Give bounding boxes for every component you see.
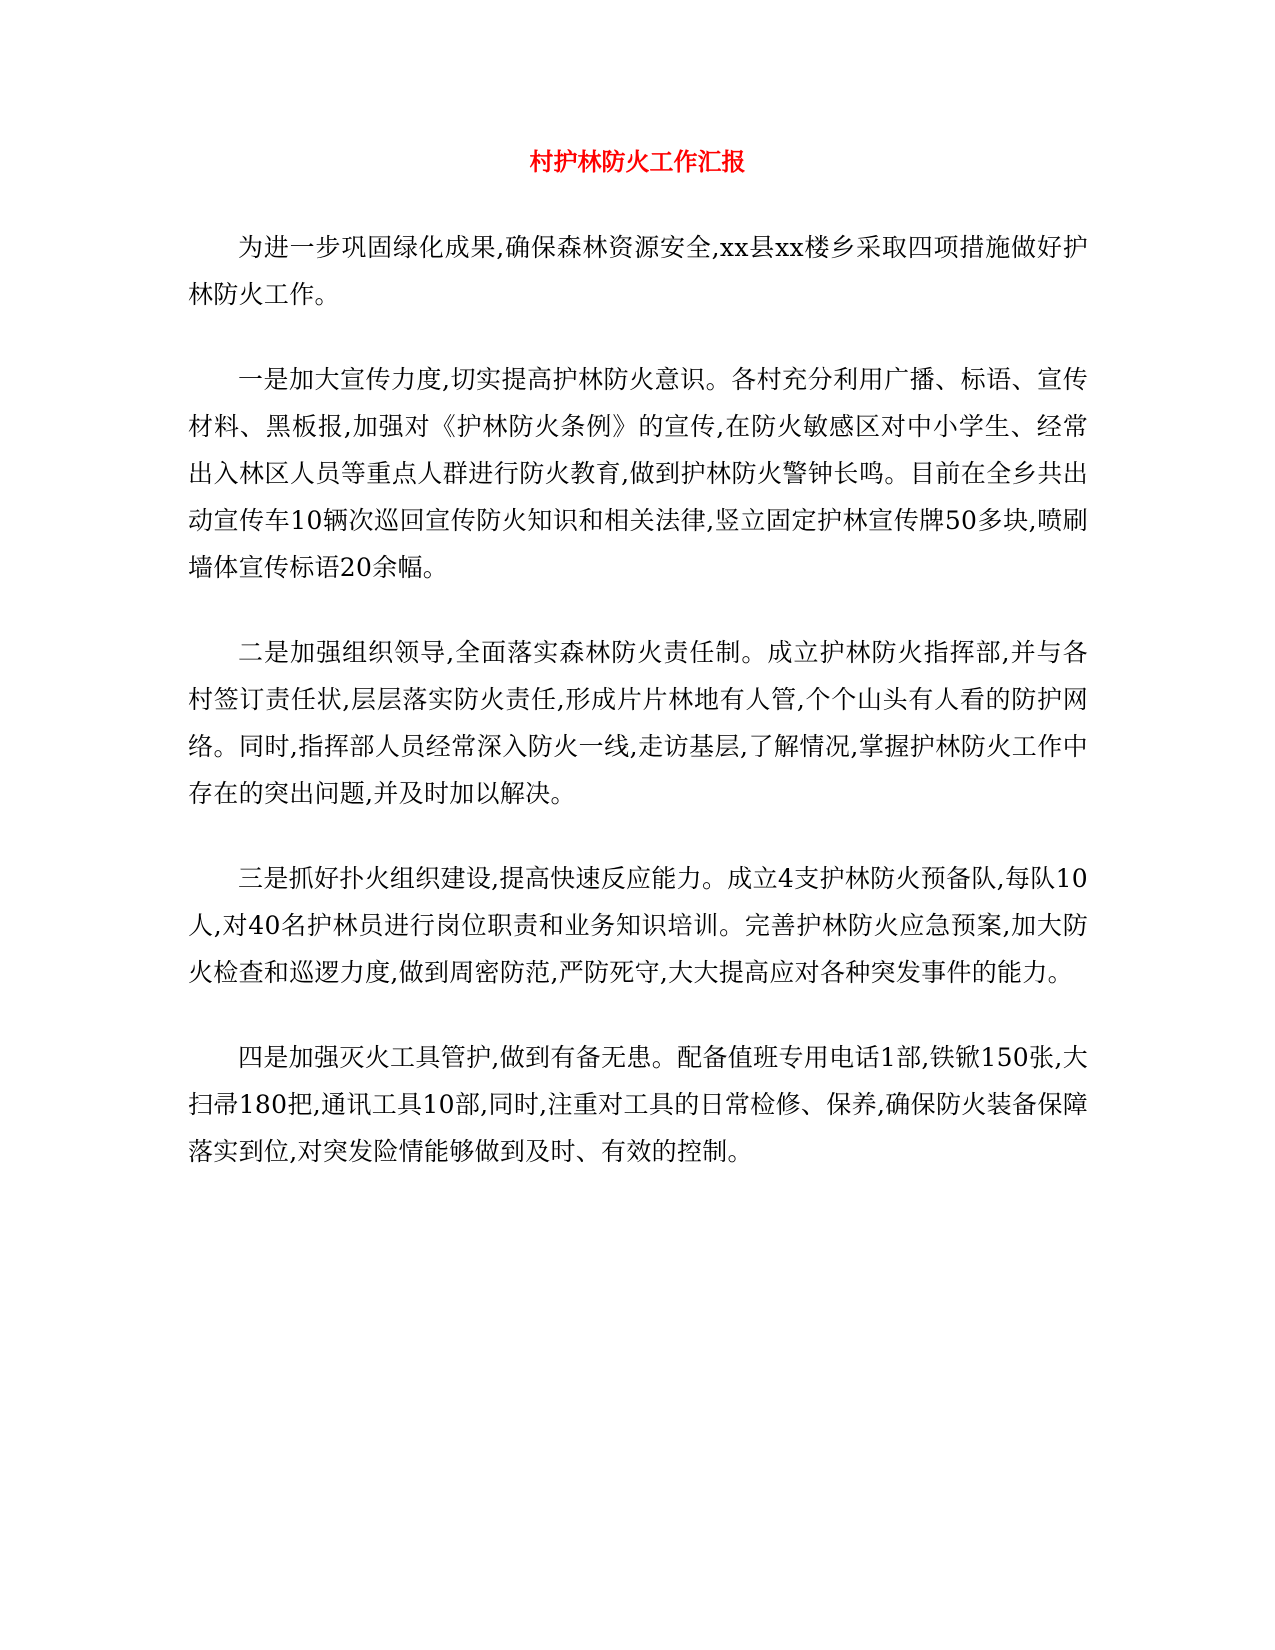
document-body <box>188 224 1088 1213</box>
paragraph-measure-3-firefighting-teams: 三是抓好扑火组织建设,提高快速反应能力。成立4支护林防火预备队,每队10人,对40名护林员进行岗位职责和业务知识培训。完善护林防火应急预案,加大防火检查和巡逻力度,做到周密防范,严防死守,大大提高应对各种突发事件的能力。 <box>188 864 1088 987</box>
paragraph-measure-2-leadership: 二是加强组织领导,全面落实森林防火责任制。成立护林防火指挥部,并与各村签订责任状,层层落实防火责任,形成片片林地有人管,个个山头有人看的防护网络。同时,指挥部人员经常深入防火一线,走访基层,了解情况,掌握护林防火工作中存在的突出问题,并及时加以解决。 <box>188 638 1088 808</box>
intro-paragraph: 为进一步巩固绿化成果,确保森林资源安全,xx县xx楼乡采取四项措施做好护林防火工作。 <box>188 233 1088 309</box>
paragraph-measure-4-tools: 四是加强灭火工具管护,做到有备无患。配备值班专用电话1部,铁锨150张,大扫帚180把,通讯工具10部,同时,注重对工具的日常检修、保养,确保防火装备保障落实到位,对突发险情能够做到及时、有效的控制。 <box>188 1043 1088 1166</box>
paragraph-measure-1-publicity: 一是加大宣传力度,切实提高护林防火意识。各村充分利用广播、标语、宣传材料、黑板报,加强对《护林防火条例》的宣传,在防火敏感区对中小学生、经常出入林区人员等重点人群进行防火教育,做到护林防火警钟长鸣。目前在全乡共出动宣传车10辆次巡回宣传防火知识和相关法律,竖立固定护林宣传牌50多块,喷刷墙体宣传标语20余幅。 <box>188 365 1088 582</box>
document-title: 村护林防火工作汇报 <box>529 147 746 176</box>
